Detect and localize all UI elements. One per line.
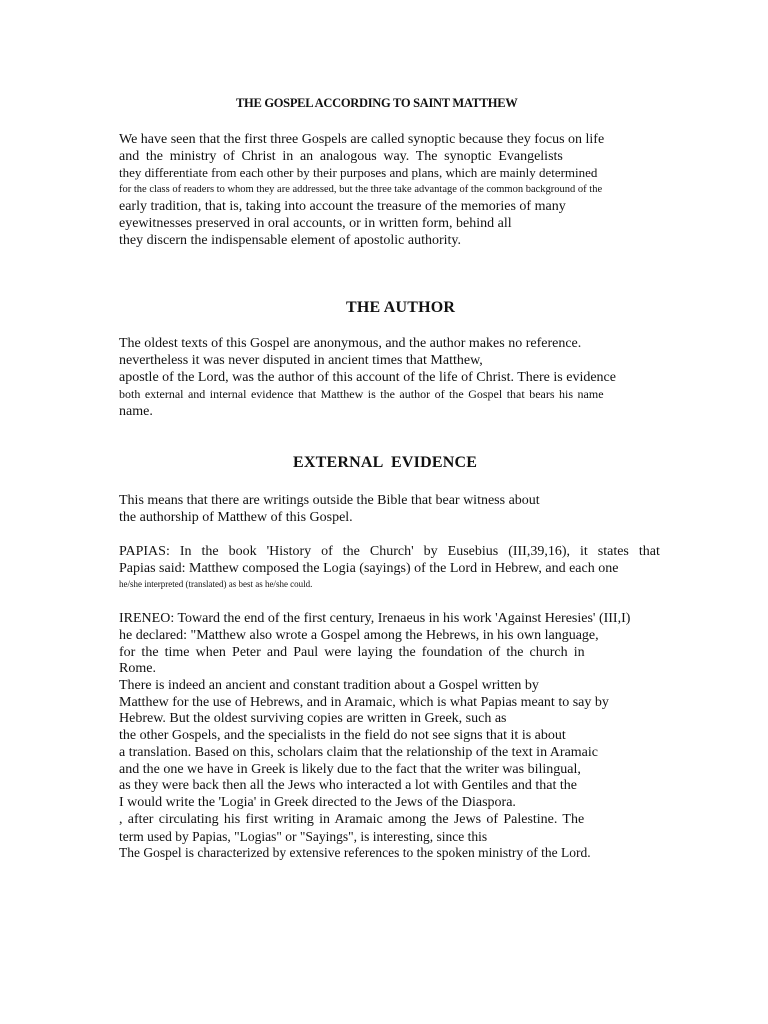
papias-line: he/she interpreted (translated) as best as he/she could. [119, 579, 313, 589]
ireneo-line: as they were back then all the Jews who interacted a lot with Gentiles and that the [119, 778, 577, 793]
ireneo-line: There is indeed an ancient and constant tradition about a Gospel written by [119, 678, 539, 693]
external-evidence-heading: EXTERNAL EVIDENCE [293, 454, 478, 471]
intro-line: they discern the indispensable element of apostolic authority. [119, 233, 461, 248]
ireneo-line: a translation. Based on this, scholars claim that the relationship of the text in Aramaic [119, 745, 598, 760]
ireneo-line: he declared: "Matthew also wrote a Gospel among the Hebrews, in his own language, [119, 628, 599, 643]
ireneo-line: IRENEO: Toward the end of the first century, Irenaeus in his work 'Against Heresies' (III,I) [119, 611, 631, 626]
intro-line: they differentiate from each other by their purposes and plans, which are mainly determined [119, 165, 598, 180]
ireneo-line: Matthew for the use of Hebrews, and in Aramaic, which is what Papias meant to say by [119, 695, 609, 710]
ireneo-line: and the one we have in Greek is likely due to the fact that the writer was bilingual, [119, 762, 581, 777]
papias-line: Papias said: Matthew composed the Logia (sayings) of the Lord in Hebrew, and each one [119, 561, 619, 576]
intro-line: We have seen that the first three Gospels are called synoptic because they focus on life [119, 132, 605, 147]
ireneo-line: , after circulating his first writing in Aramaic among the Jews of Palestine. The [119, 812, 585, 827]
ireneo-line: term used by Papias, "Logias" or "Sayings", is interesting, since this [119, 829, 488, 844]
ireneo-line: for the time when Peter and Paul were laying the foundation of the church in [119, 645, 585, 660]
external-intro-line: the authorship of Matthew of this Gospel. [119, 510, 353, 525]
author-heading: THE AUTHOR [346, 299, 456, 316]
papias-line: PAPIAS: In the book 'History of the Church' by Eusebius (III,39,16), it states that [119, 544, 660, 559]
intro-line: and the ministry of Christ in an analogous way. The synoptic Evangelists [119, 149, 563, 164]
author-line: The oldest texts of this Gospel are anonymous, and the author makes no reference. [119, 336, 582, 351]
author-line: name. [119, 404, 153, 419]
ireneo-line: Hebrew. But the oldest surviving copies are written in Greek, such as [119, 711, 507, 726]
external-intro-line: This means that there are writings outside the Bible that bear witness about [119, 493, 540, 508]
author-line: nevertheless it was never disputed in ancient times that Matthew, [119, 353, 483, 368]
ireneo-line: Rome. [119, 661, 156, 676]
author-line: both external and internal evidence that Matthew is the author of the Gospel that bears his name [119, 387, 604, 401]
intro-line: early tradition, that is, taking into account the treasure of the memories of many [119, 199, 566, 214]
ireneo-line: the other Gospels, and the specialists in the field do not see signs that it is about [119, 728, 566, 743]
author-line: apostle of the Lord, was the author of this account of the life of Christ. There is evidence [119, 370, 616, 385]
intro-line: eyewitnesses preserved in oral accounts, or in written form, behind all [119, 216, 512, 231]
ireneo-line: The Gospel is characterized by extensive references to the spoken ministry of the Lord. [119, 845, 591, 860]
document-title: THE GOSPEL ACCORDING TO SAINT MATTHEW [236, 96, 518, 110]
intro-line: for the class of readers to whom they are addressed, but the three take advantage of the common background of the [119, 184, 603, 195]
ireneo-line: I would write the 'Logia' in Greek directed to the Jews of the Diaspora. [119, 795, 516, 810]
